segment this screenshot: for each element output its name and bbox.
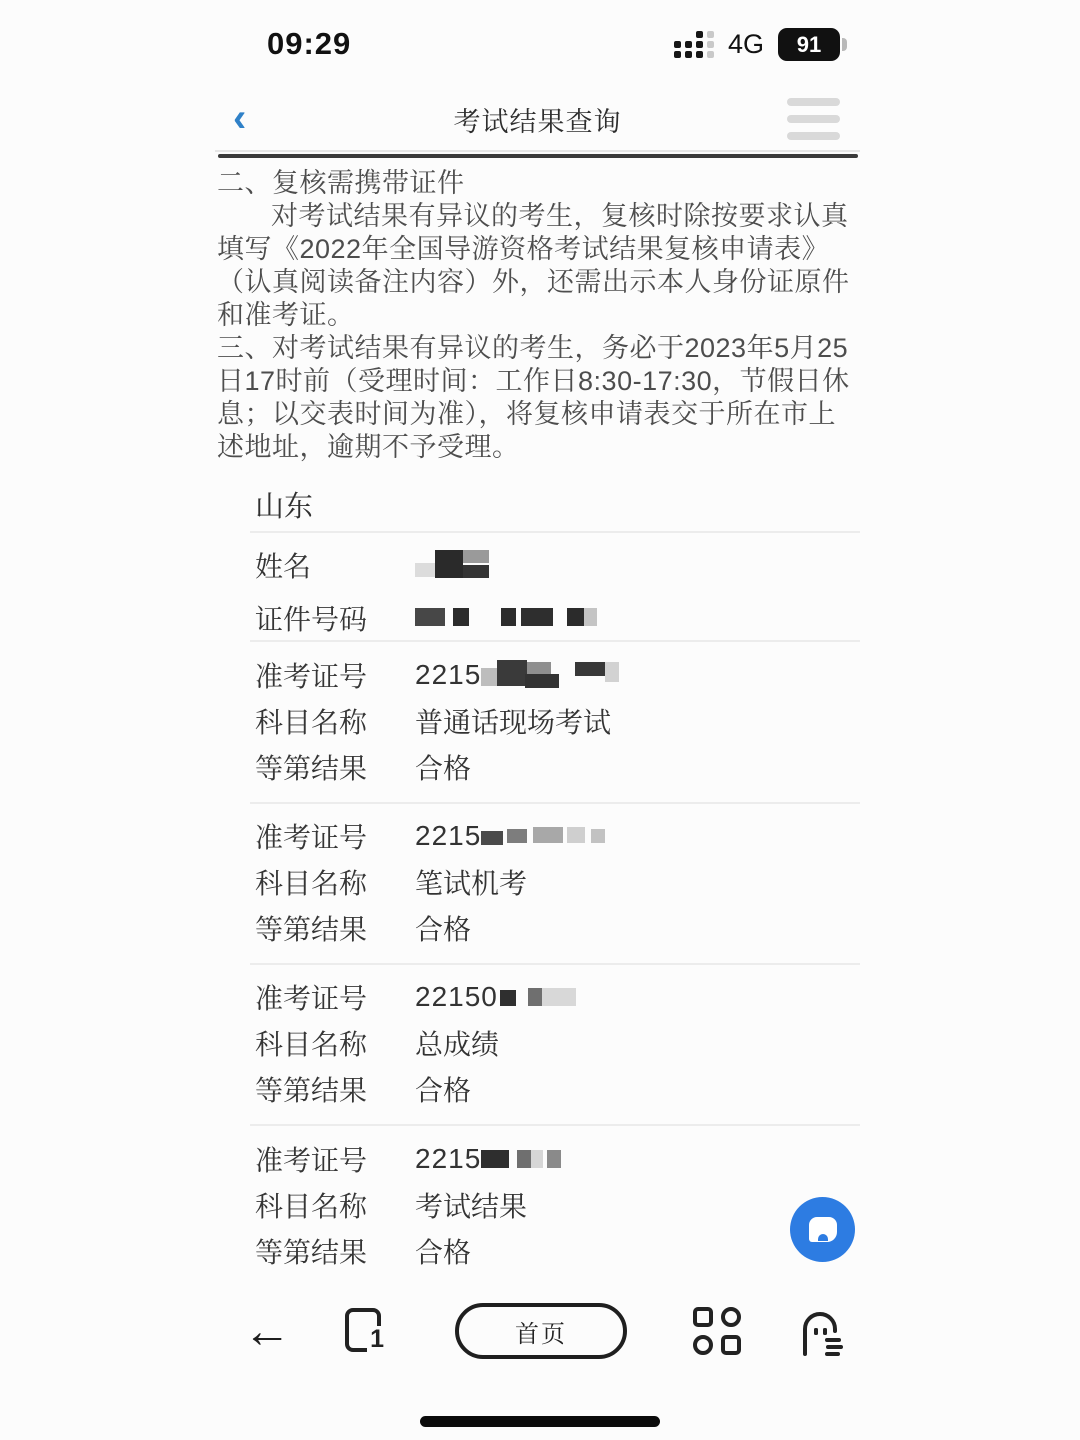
subject-row [215,698,860,744]
redacted-id-number [415,608,605,628]
status-bar [215,22,860,66]
subject-label: 科目名称 [255,868,368,899]
ticket-label: 准考证号 [255,661,368,692]
subject-value: 笔试机考 [415,868,528,899]
exam-result-card [215,1136,860,1274]
result-label: 等第结果 [255,1237,368,1268]
home-indicator[interactable] [420,1416,660,1427]
ticket-label: 准考证号 [255,822,368,853]
content-top-border [218,154,858,158]
phone-screen [215,0,860,1440]
app-header [215,92,860,144]
result-label: 等第结果 [255,914,368,945]
result-value: 合格 [415,914,472,945]
result-value: 合格 [415,753,472,784]
header-divider [215,150,860,152]
bottom-nav [215,1300,860,1364]
ticket-number: 2215 [415,659,482,690]
ticket-number: 2215 [415,820,482,851]
chat-fab-button[interactable] [790,1197,855,1262]
mini-apps-grid-icon[interactable] [693,1307,741,1355]
ticket-label: 准考证号 [255,1145,368,1176]
back-chevron-icon[interactable]: ‹ [233,96,247,140]
subject-row [215,1182,860,1228]
result-row [215,1066,860,1112]
subject-label: 科目名称 [255,1029,368,1060]
subject-label: 科目名称 [255,707,368,738]
subject-value: 考试结果 [415,1191,528,1222]
notice-text [217,167,859,464]
divider [250,640,860,642]
signal-strength-icon [674,32,714,58]
chat-bubble-icon [809,1217,837,1242]
subject-value: 普通话现场考试 [415,707,612,738]
result-row [215,1228,860,1274]
ticket-number: 22150 [415,981,498,1012]
redacted-ticket [498,986,608,1008]
redacted-ticket [481,825,631,847]
assistant-icon[interactable] [795,1304,845,1365]
divider [250,531,860,533]
result-row [215,905,860,951]
battery-icon [778,28,840,61]
id-row [215,596,860,640]
result-label: 等第结果 [255,753,368,784]
result-value: 合格 [415,1237,472,1268]
subject-value: 总成绩 [415,1029,500,1060]
result-label: 等第结果 [255,1075,368,1106]
divider [250,963,860,965]
redacted-name [415,550,495,580]
subject-label: 科目名称 [255,1191,368,1222]
name-label: 姓名 [255,551,312,582]
tabs-icon[interactable] [345,1308,384,1353]
result-value: 合格 [415,1075,472,1106]
name-row [215,543,860,587]
divider [250,1124,860,1126]
redacted-ticket [481,1148,601,1170]
province-heading: 山东 [255,491,314,523]
ticket-row [215,974,860,1020]
exam-result-card [215,813,860,965]
subject-row [215,859,860,905]
battery-percent: 91 [796,31,822,57]
ticket-row [215,652,860,698]
ticket-label: 准考证号 [255,983,368,1014]
home-button-label: 首页 [515,1320,567,1348]
ticket-row [215,813,860,859]
result-row [215,744,860,790]
home-button[interactable] [455,1303,627,1359]
exam-result-card [215,974,860,1126]
ticket-number: 2215 [415,1143,482,1174]
page-title: 考试结果查询 [453,107,622,137]
notice-paragraph: 三、对考试结果有异议的考生，务必于2023年5月25日17时前（受理时间：工作日8:30-17:30，节假日休息；以交表时间为准），将复核申请表交于所在市上述地址，逾期不予受理。 [217,333,850,462]
id-label: 证件号码 [255,604,368,635]
clock: 09:29 [267,26,352,61]
tab-count-badge: 1 [367,1326,387,1352]
menu-icon[interactable] [787,98,840,140]
ticket-row [215,1136,860,1182]
notice-paragraph: 对考试结果有异议的考生，复核时除按要求认真填写《2022年全国导游资格考试结果复核申请表》（认真阅读备注内容）外，还需出示本人身份证原件和准考证。 [217,201,850,330]
back-arrow-icon[interactable]: ← [243,1305,291,1358]
exam-result-card [215,652,860,804]
network-type: 4G [727,29,764,59]
divider [250,802,860,804]
redacted-ticket [481,660,631,690]
notice-heading: 二、复核需携带证件 [217,168,465,198]
subject-row [215,1020,860,1066]
